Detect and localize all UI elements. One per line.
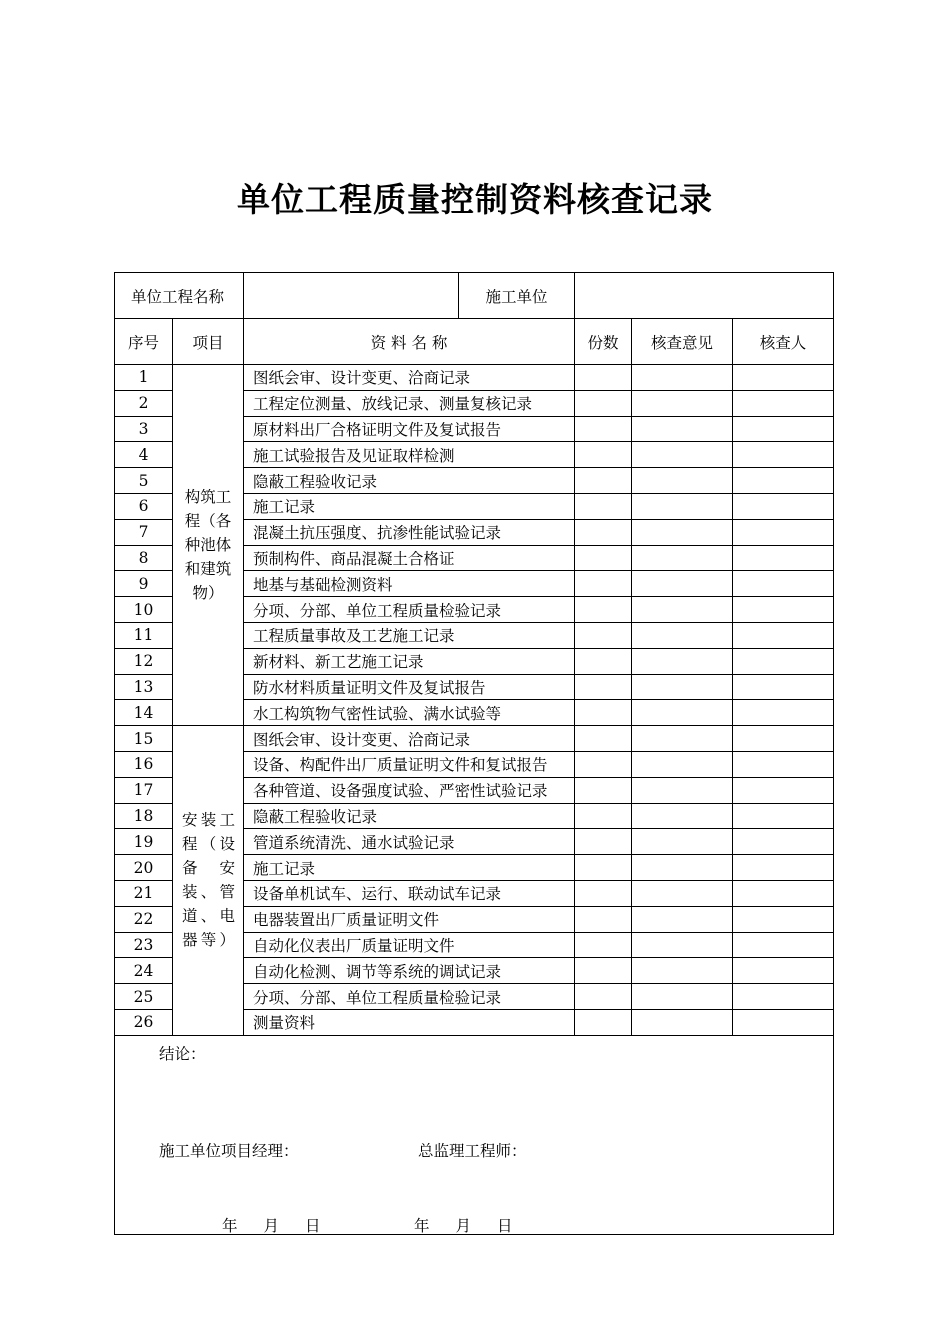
document-name: 图纸会审、设计变更、洽商记录	[244, 365, 575, 391]
copies-cell[interactable]	[575, 416, 632, 442]
copies-cell[interactable]	[575, 468, 632, 494]
opinion-cell[interactable]	[632, 648, 733, 674]
conclusion-row	[115, 1035, 834, 1234]
conclusion-cell[interactable]	[115, 1035, 834, 1234]
document-name: 各种管道、设备强度试验、严密性试验记录	[244, 777, 575, 803]
checker-cell[interactable]	[733, 855, 834, 881]
opinion-cell[interactable]	[632, 571, 733, 597]
copies-cell[interactable]	[575, 622, 632, 648]
checker-cell[interactable]	[733, 545, 834, 571]
copies-cell[interactable]	[575, 751, 632, 777]
opinion-cell[interactable]	[632, 674, 733, 700]
checker-cell[interactable]	[733, 1009, 834, 1035]
col-header-opinion: 核查意见	[632, 319, 733, 365]
opinion-cell[interactable]	[632, 906, 733, 932]
date-month: 月	[455, 1216, 472, 1235]
row-number: 21	[115, 880, 173, 906]
row-number: 1	[115, 365, 173, 391]
document-name: 施工试验报告及见证取样检测	[244, 442, 575, 468]
checker-cell[interactable]	[733, 932, 834, 958]
document-name: 混凝土抗压强度、抗渗性能试验记录	[244, 519, 575, 545]
opinion-cell[interactable]	[632, 855, 733, 881]
document-name: 图纸会审、设计变更、洽商记录	[244, 726, 575, 752]
opinion-cell[interactable]	[632, 365, 733, 391]
construction-unit-field[interactable]	[575, 273, 834, 319]
col-header-copies: 份数	[575, 319, 632, 365]
chief-sign-date	[414, 1214, 513, 1236]
checker-cell[interactable]	[733, 390, 834, 416]
row-number: 14	[115, 700, 173, 726]
page-title: 单位工程质量控制资料核查记录	[237, 180, 713, 219]
row-number: 6	[115, 493, 173, 519]
project-name-label: 单位工程名称	[115, 273, 244, 319]
document-name: 分项、分部、单位工程质量检验记录	[244, 984, 575, 1010]
category-line: 安装工	[182, 811, 236, 830]
copies-cell[interactable]	[575, 726, 632, 752]
checker-cell[interactable]	[733, 674, 834, 700]
checker-cell[interactable]	[733, 726, 834, 752]
category-cell	[173, 365, 244, 726]
document-name: 原材料出厂合格证明文件及复试报告	[244, 416, 575, 442]
document-name: 预制构件、商品混凝土合格证	[244, 545, 575, 571]
copies-cell[interactable]	[575, 493, 632, 519]
row-number: 5	[115, 468, 173, 494]
document-name: 电器装置出厂质量证明文件	[244, 906, 575, 932]
opinion-cell[interactable]	[632, 777, 733, 803]
document-name: 测量资料	[244, 1009, 575, 1035]
copies-cell[interactable]	[575, 545, 632, 571]
row-number: 19	[115, 829, 173, 855]
document-name: 隐蔽工程验收记录	[244, 468, 575, 494]
copies-cell[interactable]	[575, 597, 632, 623]
category-line: 器等）	[182, 931, 236, 950]
document-name: 工程质量事故及工艺施工记录	[244, 622, 575, 648]
row-number: 4	[115, 442, 173, 468]
row-number: 25	[115, 984, 173, 1010]
copies-cell[interactable]	[575, 932, 632, 958]
checker-cell[interactable]	[733, 880, 834, 906]
category-line: 构筑工	[184, 488, 232, 507]
category-cell	[173, 726, 244, 1036]
document-name: 工程定位测量、放线记录、测量复核记录	[244, 390, 575, 416]
copies-cell[interactable]	[575, 829, 632, 855]
opinion-cell[interactable]	[632, 468, 733, 494]
date-month: 月	[263, 1216, 280, 1235]
opinion-cell[interactable]	[632, 416, 733, 442]
copies-cell[interactable]	[575, 442, 632, 468]
col-header-seq: 序号	[115, 319, 173, 365]
row-number: 3	[115, 416, 173, 442]
opinion-cell[interactable]	[632, 726, 733, 752]
document-name: 管道系统清洗、通水试验记录	[244, 829, 575, 855]
col-header-doc-name: 资 料 名 称	[244, 319, 575, 365]
document-name: 分项、分部、单位工程质量检验记录	[244, 597, 575, 623]
checker-cell[interactable]	[733, 984, 834, 1010]
opinion-cell[interactable]	[632, 1009, 733, 1035]
checker-cell[interactable]	[733, 700, 834, 726]
column-header-row	[115, 319, 834, 365]
copies-cell[interactable]	[575, 906, 632, 932]
checker-cell[interactable]	[733, 829, 834, 855]
row-number: 24	[115, 958, 173, 984]
row-number: 8	[115, 545, 173, 571]
row-number: 11	[115, 622, 173, 648]
document-name: 水工构筑物气密性试验、满水试验等	[244, 700, 575, 726]
opinion-cell[interactable]	[632, 880, 733, 906]
row-number: 26	[115, 1009, 173, 1035]
pm-sign-date	[222, 1214, 321, 1236]
opinion-cell[interactable]	[632, 545, 733, 571]
opinion-cell[interactable]	[632, 442, 733, 468]
copies-cell[interactable]	[575, 777, 632, 803]
row-number: 9	[115, 571, 173, 597]
construction-unit-label: 施工单位	[459, 273, 575, 319]
project-info-row	[115, 273, 834, 319]
opinion-cell[interactable]	[632, 984, 733, 1010]
category-line: 备 安	[182, 859, 236, 878]
copies-cell[interactable]	[575, 571, 632, 597]
document-name: 设备单机试车、运行、联动试车记录	[244, 880, 575, 906]
document-name: 设备、构配件出厂质量证明文件和复试报告	[244, 751, 575, 777]
opinion-cell[interactable]	[632, 597, 733, 623]
checker-cell[interactable]	[733, 493, 834, 519]
copies-cell[interactable]	[575, 365, 632, 391]
document-name: 施工记录	[244, 493, 575, 519]
opinion-cell[interactable]	[632, 622, 733, 648]
checker-cell[interactable]	[733, 906, 834, 932]
project-manager-label: 施工单位项目经理：	[159, 1141, 299, 1160]
document-name: 自动化检测、调节等系统的调试记录	[244, 958, 575, 984]
row-number: 22	[115, 906, 173, 932]
category-line: 物）	[192, 584, 224, 603]
category-line: 种池体	[184, 536, 232, 555]
conclusion-label: 结论：	[159, 1044, 206, 1063]
inspection-table	[114, 272, 834, 1235]
row-number: 10	[115, 597, 173, 623]
checker-cell[interactable]	[733, 468, 834, 494]
row-number: 16	[115, 751, 173, 777]
checker-cell[interactable]	[733, 442, 834, 468]
table-row	[115, 726, 834, 752]
date-day: 日	[305, 1216, 321, 1235]
copies-cell[interactable]	[575, 674, 632, 700]
category-line: 程（设	[182, 835, 236, 854]
copies-cell[interactable]	[575, 700, 632, 726]
document-name: 施工记录	[244, 855, 575, 881]
checker-cell[interactable]	[733, 416, 834, 442]
opinion-cell[interactable]	[632, 493, 733, 519]
opinion-cell[interactable]	[632, 829, 733, 855]
copies-cell[interactable]	[575, 984, 632, 1010]
date-year: 年	[222, 1216, 238, 1235]
category-line: 道、电	[182, 907, 236, 926]
opinion-cell[interactable]	[632, 519, 733, 545]
checker-cell[interactable]	[733, 803, 834, 829]
category-line: 程（各	[184, 512, 232, 531]
date-year: 年	[414, 1216, 430, 1235]
checker-cell[interactable]	[733, 648, 834, 674]
checker-cell[interactable]	[733, 958, 834, 984]
chief-supervisor-label: 总监理工程师：	[418, 1141, 527, 1160]
category-line: 装、管	[182, 883, 236, 902]
checker-cell[interactable]	[733, 519, 834, 545]
project-name-field[interactable]	[244, 273, 459, 319]
opinion-cell[interactable]	[632, 803, 733, 829]
document-name: 隐蔽工程验收记录	[244, 803, 575, 829]
row-number: 18	[115, 803, 173, 829]
copies-cell[interactable]	[575, 958, 632, 984]
copies-cell[interactable]	[575, 648, 632, 674]
document-name: 自动化仪表出厂质量证明文件	[244, 932, 575, 958]
row-number: 13	[115, 674, 173, 700]
document-name: 新材料、新工艺施工记录	[244, 648, 575, 674]
copies-cell[interactable]	[575, 1009, 632, 1035]
copies-cell[interactable]	[575, 803, 632, 829]
checker-cell[interactable]	[733, 777, 834, 803]
col-header-checker: 核查人	[733, 319, 834, 365]
row-number: 7	[115, 519, 173, 545]
copies-cell[interactable]	[575, 855, 632, 881]
row-number: 12	[115, 648, 173, 674]
row-number: 23	[115, 932, 173, 958]
opinion-cell[interactable]	[632, 700, 733, 726]
copies-cell[interactable]	[575, 390, 632, 416]
checker-cell[interactable]	[733, 365, 834, 391]
checker-cell[interactable]	[733, 597, 834, 623]
checker-cell[interactable]	[733, 571, 834, 597]
row-number: 2	[115, 390, 173, 416]
document-name: 地基与基础检测资料	[244, 571, 575, 597]
checker-cell[interactable]	[733, 751, 834, 777]
opinion-cell[interactable]	[632, 932, 733, 958]
copies-cell[interactable]	[575, 880, 632, 906]
opinion-cell[interactable]	[632, 751, 733, 777]
row-number: 15	[115, 726, 173, 752]
col-header-item: 项目	[173, 319, 244, 365]
opinion-cell[interactable]	[632, 390, 733, 416]
row-number: 17	[115, 777, 173, 803]
category-line: 和建筑	[184, 560, 232, 579]
checker-cell[interactable]	[733, 622, 834, 648]
copies-cell[interactable]	[575, 519, 632, 545]
document-name: 防水材料质量证明文件及复试报告	[244, 674, 575, 700]
row-number: 20	[115, 855, 173, 881]
opinion-cell[interactable]	[632, 958, 733, 984]
date-day: 日	[497, 1216, 513, 1235]
table-row	[115, 365, 834, 391]
